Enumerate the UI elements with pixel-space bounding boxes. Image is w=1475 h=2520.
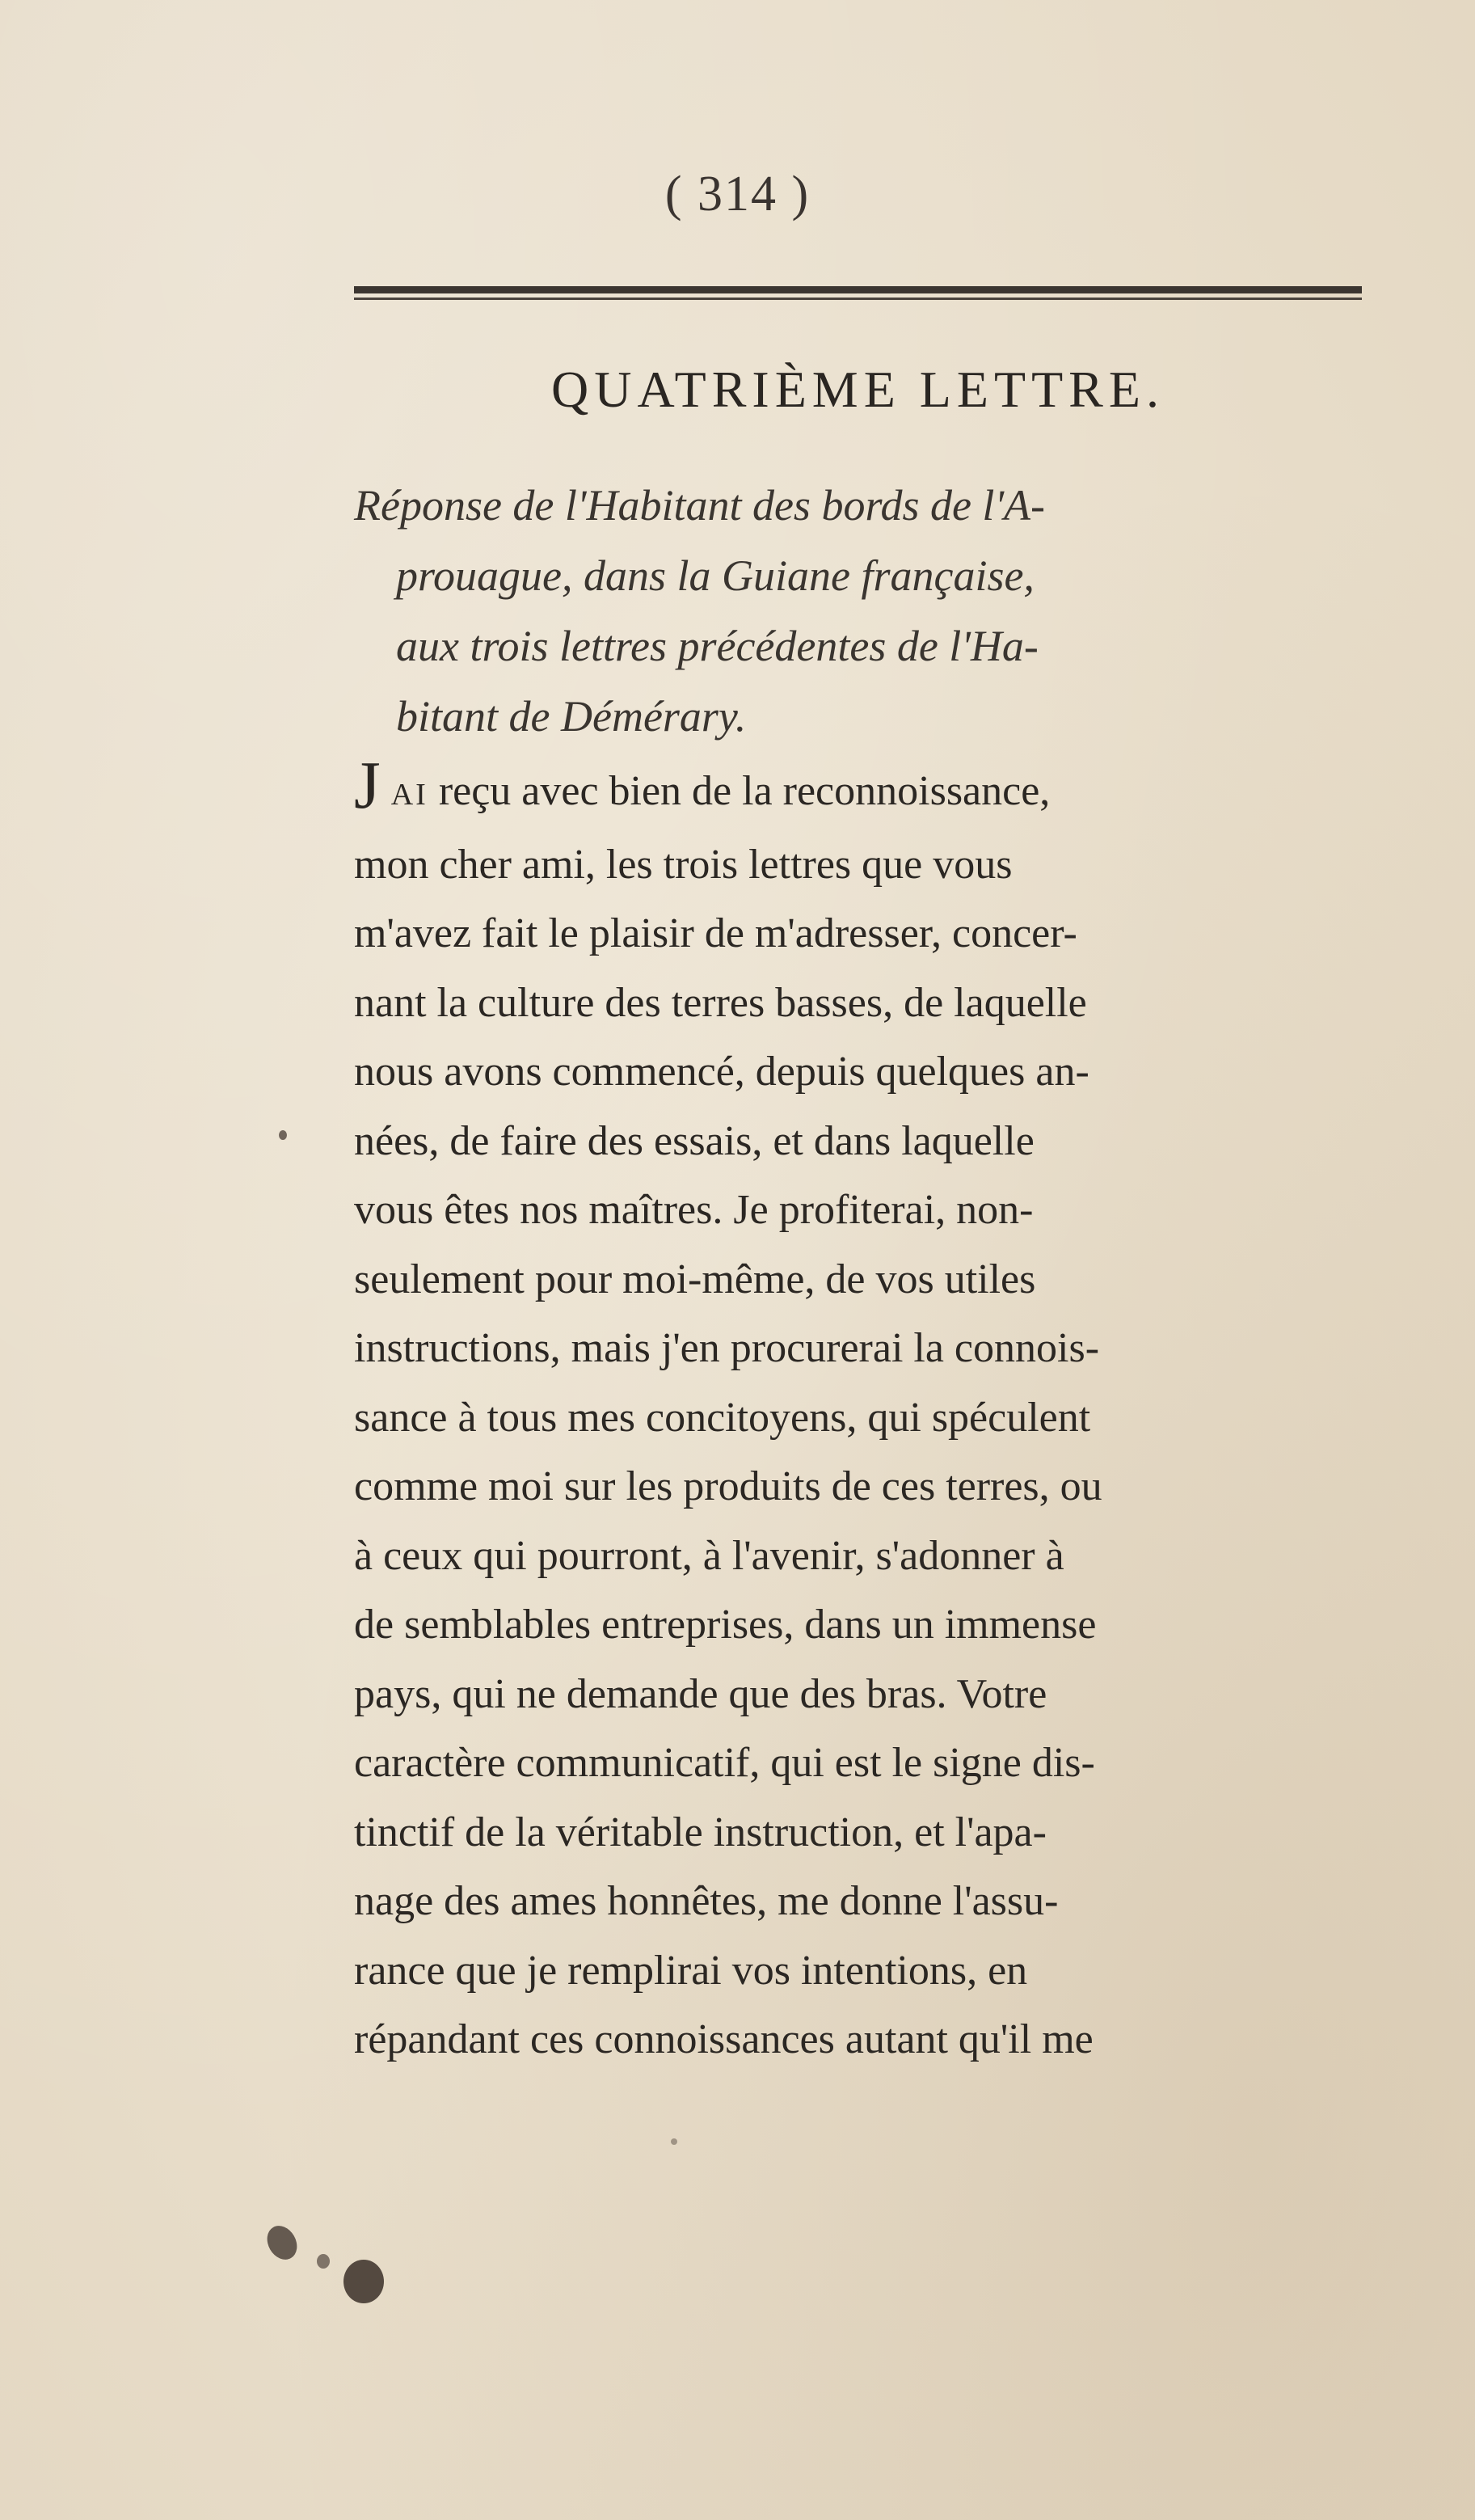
header-rule <box>354 283 1362 304</box>
subtitle-line: aux trois lettres précédentes de l'Ha- <box>396 622 1039 670</box>
ink-stain <box>317 2254 330 2269</box>
body-paragraph <box>354 748 1389 2075</box>
body-line: comme moi sur les produits de ces terres, ou <box>354 1463 1102 1509</box>
body-line: vous êtes nos maîtres. Je profiterai, non- <box>354 1187 1034 1233</box>
ink-stain <box>343 2260 384 2303</box>
body-line: répandant ces connoissances autant qu'il me <box>354 2016 1094 2062</box>
body-first-line <box>354 748 1389 830</box>
body-line: instructions, mais j'en procurerai la connois- <box>354 1325 1100 1371</box>
body-line: caractère communicatif, qui est le signe dis- <box>354 1740 1095 1786</box>
subtitle-line: Réponse de l'Habitant des bords de l'A- <box>354 481 1045 530</box>
body-line: à ceux qui pourront, à l'avenir, s'adonner à <box>354 1532 1064 1579</box>
drop-cap: J <box>354 748 381 823</box>
paper-speck <box>279 1130 287 1140</box>
paper-speck <box>671 2138 677 2145</box>
subtitle-line: prouague, dans la Guiane française, <box>396 551 1035 600</box>
body-line: nous avons commencé, depuis quelques an- <box>354 1049 1089 1095</box>
first-line-text: reçu avec bien de la reconnoissance, <box>428 768 1051 814</box>
body-line: mon cher ami, les trois lettres que vous <box>354 841 1013 888</box>
letter-subtitle <box>354 471 1380 752</box>
body-line: nage des ames honnêtes, me donne l'assu- <box>354 1878 1059 1924</box>
small-caps: AI <box>390 778 428 812</box>
body-line: sance à tous mes concitoyens, qui spéculent <box>354 1394 1091 1441</box>
ink-stain <box>261 2220 302 2265</box>
body-line: nées, de faire des essais, et dans laquelle <box>354 1117 1035 1164</box>
body-line: de semblables entreprises, dans un immense <box>354 1602 1097 1648</box>
rule-thick-line <box>354 286 1362 293</box>
rule-thin-line <box>354 298 1362 300</box>
body-line: nant la culture des terres basses, de laquelle <box>354 979 1087 1026</box>
body-line: rance que je remplirai vos intentions, en <box>354 1947 1028 1994</box>
chapter-heading: QUATRIÈME LETTRE. <box>551 361 1165 418</box>
body-line: m'avez fait le plaisir de m'adresser, concer- <box>354 910 1077 956</box>
body-line: seulement pour moi-même, de vos utiles <box>354 1256 1036 1302</box>
body-line: pays, qui ne demande que des bras. Votre <box>354 1670 1047 1717</box>
subtitle-line: bitant de Démérary. <box>396 692 747 741</box>
page-number: ( 314 ) <box>664 167 811 222</box>
body-line: tinctif de la véritable instruction, et l'apa- <box>354 1809 1047 1855</box>
